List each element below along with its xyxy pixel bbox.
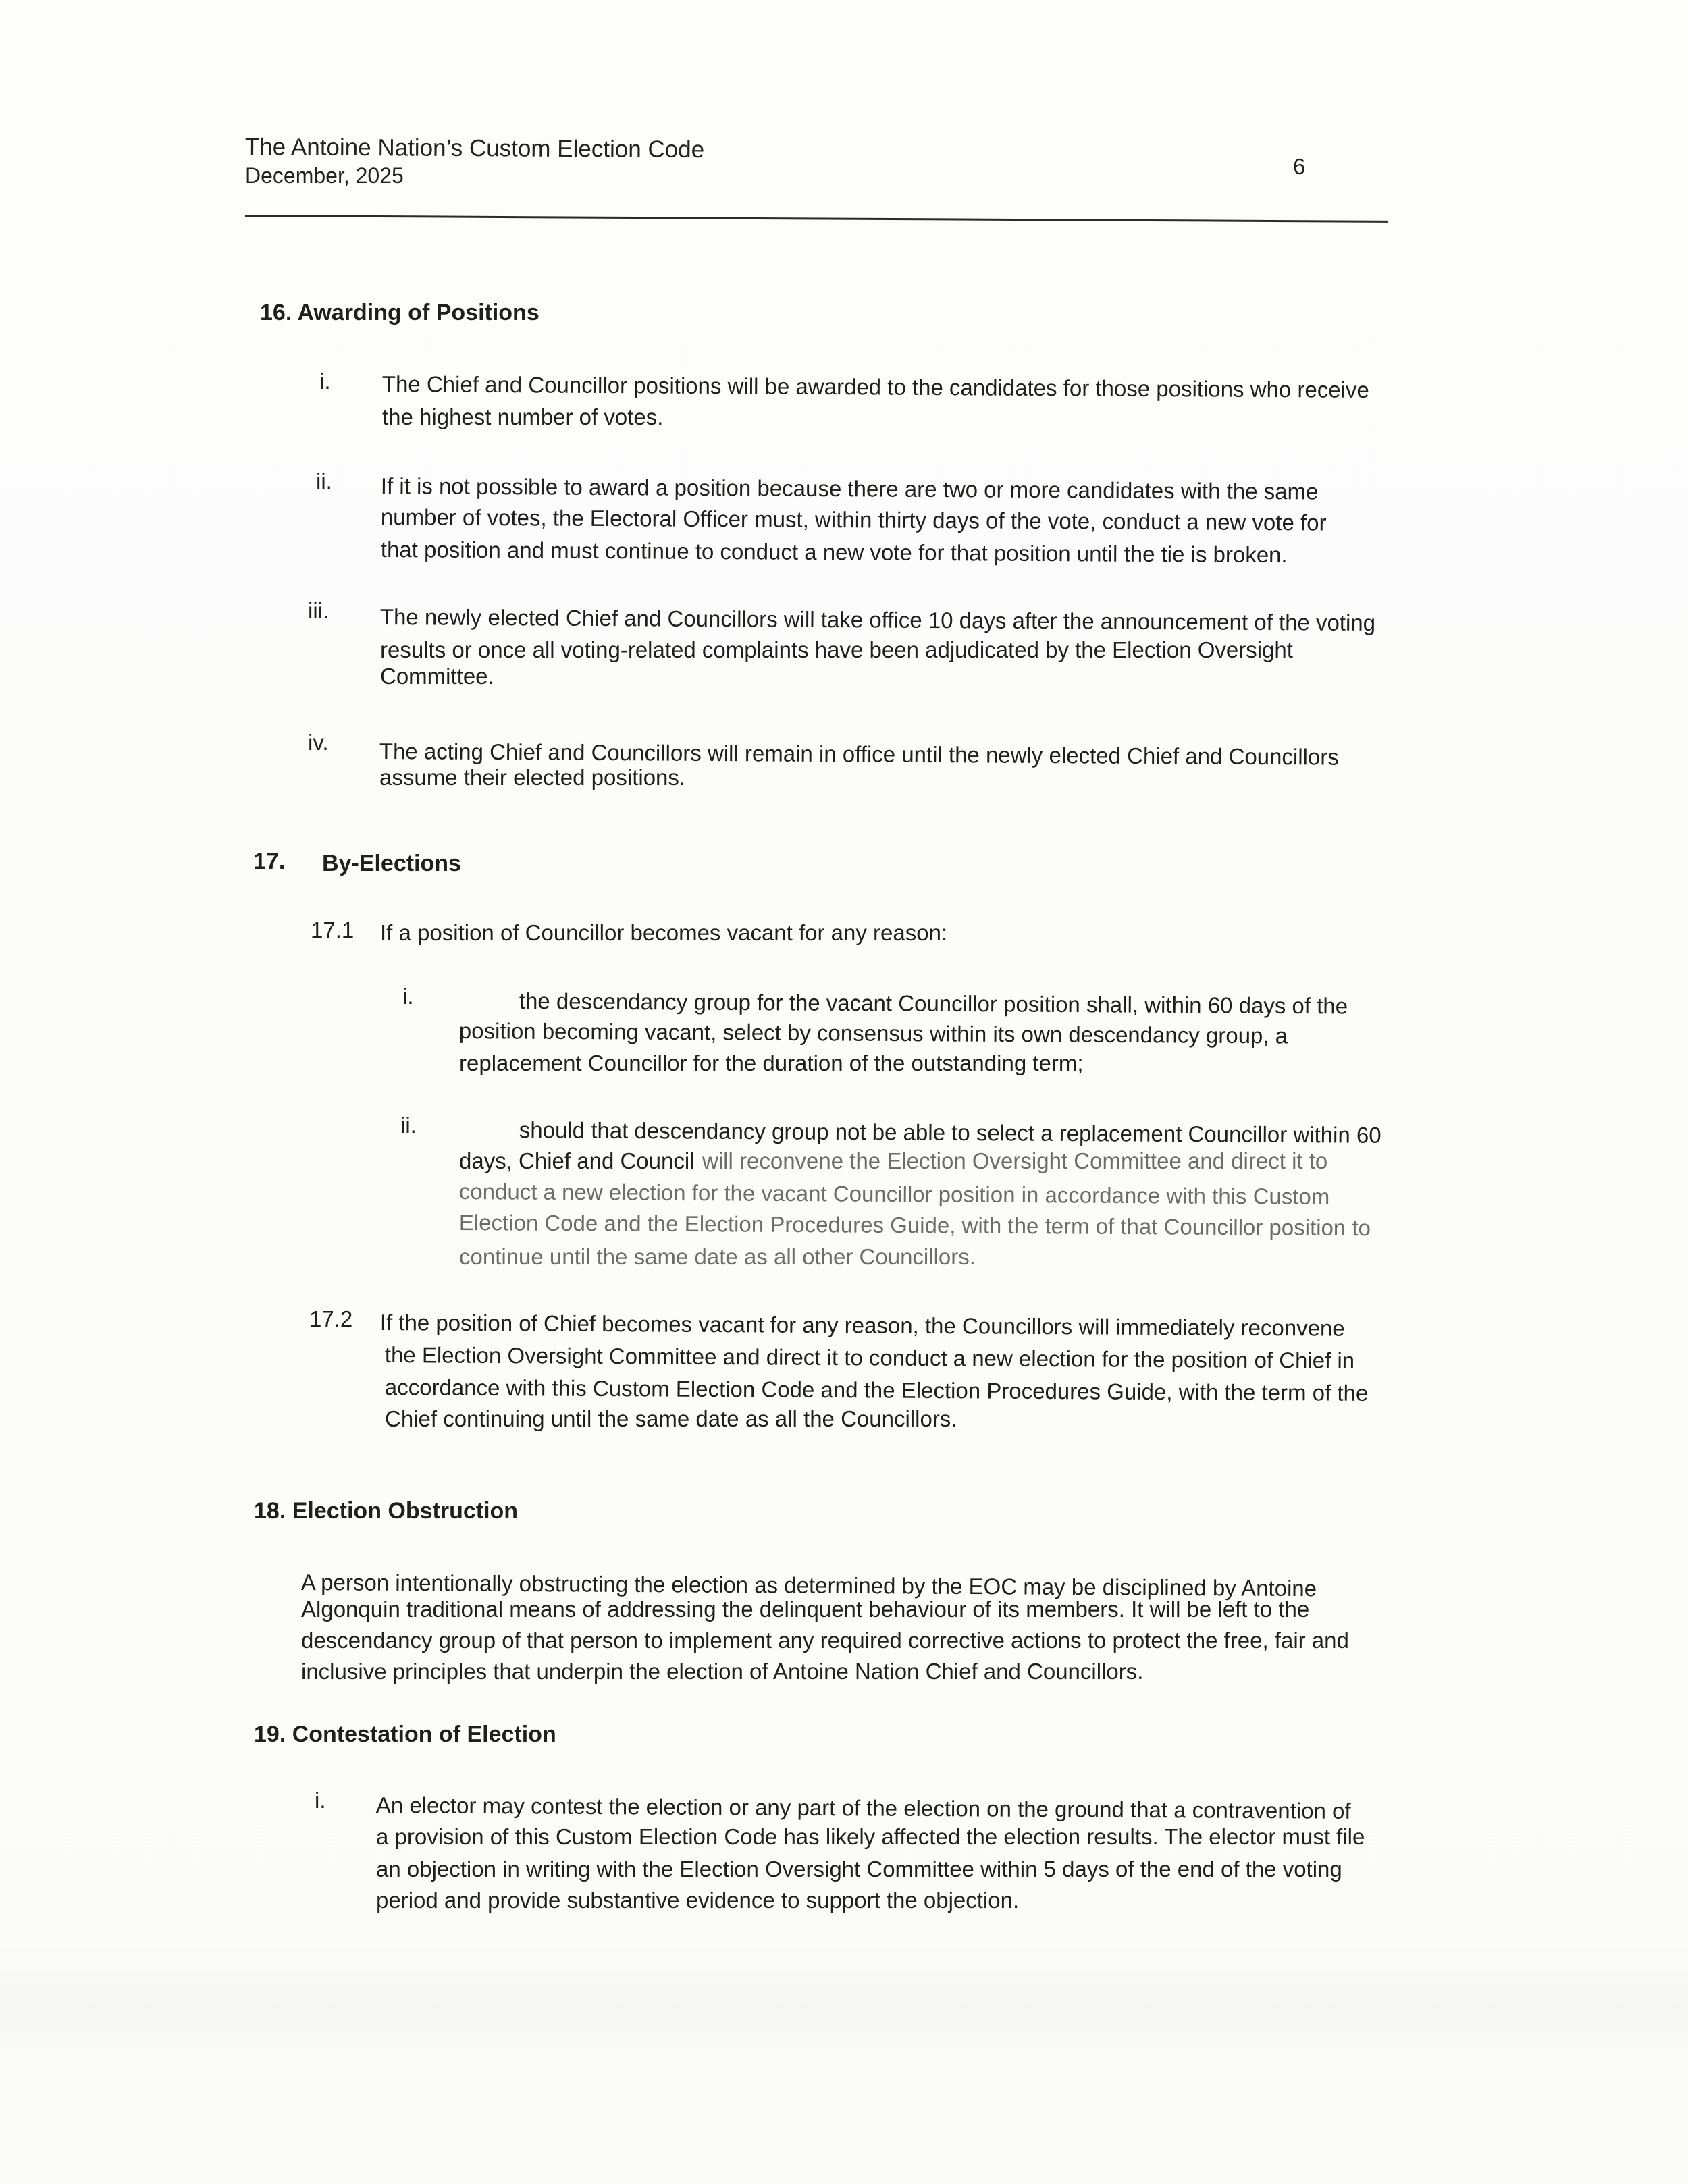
s18-line-3: descendancy group of that person to implement any required corrective actions to protect the free, fair and (301, 1628, 1349, 1653)
s17-1-item-1-line-3: replacement Councillor for the duration of the outstanding term; (459, 1050, 1084, 1075)
s16-item-2-marker: ii. (316, 469, 332, 494)
s16-item-4-line-2: assume their elected positions. (379, 765, 686, 790)
s19-item-1-line-1: An elector may contest the election or any part of the election on the ground that a contravention of (375, 1792, 1351, 1823)
scan-shadow (0, 1944, 1688, 2066)
subsection-17-1-text: If a position of Councillor becomes vacant for any reason: (380, 920, 948, 945)
s16-item-1-line-1: The Chief and Councillor positions will be awarded to the candidates for those positions who receive (381, 371, 1369, 402)
s19-item-1-line-2: a provision of this Custom Election Code has likely affected the election results. The elector must file (376, 1824, 1365, 1849)
s16-item-2-line-2: number of votes, the Electoral Officer must, within thirty days of the vote, conduct a new vote for (380, 504, 1327, 535)
section-16-heading: 16. Awarding of Positions (260, 300, 539, 325)
s17-2-line-4: Chief continuing until the same date as all the Councillors. (385, 1406, 957, 1431)
s18-line-1: A person intentionally obstructing the election as determined by the EOC may be disciplined by Antoine (300, 1570, 1317, 1601)
s16-item-1-line-2: the highest number of votes. (382, 404, 664, 429)
s16-item-4-line-1: The acting Chief and Councillors will remain in office until the newly elected Chief and Councillors (379, 738, 1339, 770)
s16-item-3-marker: iii. (308, 598, 329, 623)
s17-1-item-1-line-1: the descendancy group for the vacant Councillor position shall, within 60 days of the (519, 988, 1348, 1019)
subsection-17-2-number: 17.2 (309, 1306, 353, 1331)
s16-item-3-line-3: Committee. (380, 664, 494, 689)
s17-1-item-2-line-2a: days, Chief and Council (459, 1148, 695, 1173)
s19-item-1-marker: i. (315, 1788, 326, 1813)
header-divider (245, 215, 1388, 223)
s17-2-line-2: the Election Oversight Committee and direct it to conduct a new election for the position of Chief in (384, 1341, 1355, 1373)
s16-item-3-line-2: results or once all voting-related complaints have been adjudicated by the Election Oversight (380, 637, 1293, 662)
s17-1-item-2-marker: ii. (400, 1113, 417, 1138)
section-17-number: 17. (253, 849, 286, 874)
s18-line-4: inclusive principles that underpin the election of Antoine Nation Chief and Councillors. (301, 1659, 1144, 1684)
s16-item-3-line-1: The newly elected Chief and Councillors will take office 10 days after the announcement of the voting (379, 604, 1376, 636)
document-title: The Antoine Nation’s Custom Election Code (244, 133, 705, 163)
s16-item-1-marker: i. (319, 369, 331, 394)
s19-item-1-line-3: an objection in writing with the Election Oversight Committee within 5 days of the end of the voting (376, 1857, 1342, 1882)
s17-1-item-2-line-2b: will reconvene the Election Oversight Committee and direct it to (702, 1148, 1328, 1173)
s17-2-line-1: If the position of Chief becomes vacant for any reason, the Councillors will immediately reconvene (379, 1309, 1345, 1341)
s16-item-2-line-3: that position and must continue to conduct a new vote for that position until the tie is broken. (380, 536, 1288, 568)
s19-item-1-line-4: period and provide substantive evidence to support the objection. (376, 1888, 1020, 1913)
s17-1-item-1-line-2: position becoming vacant, select by consensus within its own descendancy group, a (458, 1017, 1288, 1048)
s16-item-2-line-1: If it is not possible to award a position because there are two or more candidates with the same (380, 473, 1319, 504)
s17-1-item-2-line-4: Election Code and the Election Procedures Guide, with the term of that Councillor position to (458, 1209, 1371, 1241)
document-date: December, 2025 (245, 163, 404, 188)
section-19-heading: 19. Contestation of Election (254, 1722, 556, 1747)
s16-item-4-marker: iv. (308, 730, 329, 755)
subsection-17-1-number: 17.1 (311, 917, 354, 942)
section-17-heading: By-Elections (322, 851, 461, 876)
section-18-heading: 18. Election Obstruction (254, 1498, 519, 1524)
page-number: 6 (1293, 154, 1306, 179)
s17-2-line-3: accordance with this Custom Election Code and the Election Procedures Guide, with the term of the (384, 1374, 1369, 1406)
s18-line-2: Algonquin traditional means of addressing the delinquent behaviour of its members. It will be left to the (301, 1597, 1310, 1622)
s17-1-item-2-line-1: should that descendancy group not be able to select a replacement Councillor within 60 (519, 1117, 1381, 1148)
s17-1-item-2-line-3: conduct a new election for the vacant Councillor position in accordance with this Custom (458, 1178, 1330, 1209)
s17-1-item-2-line-5: continue until the same date as all other Councillors. (459, 1244, 976, 1269)
s17-1-item-1-marker: i. (402, 984, 414, 1009)
